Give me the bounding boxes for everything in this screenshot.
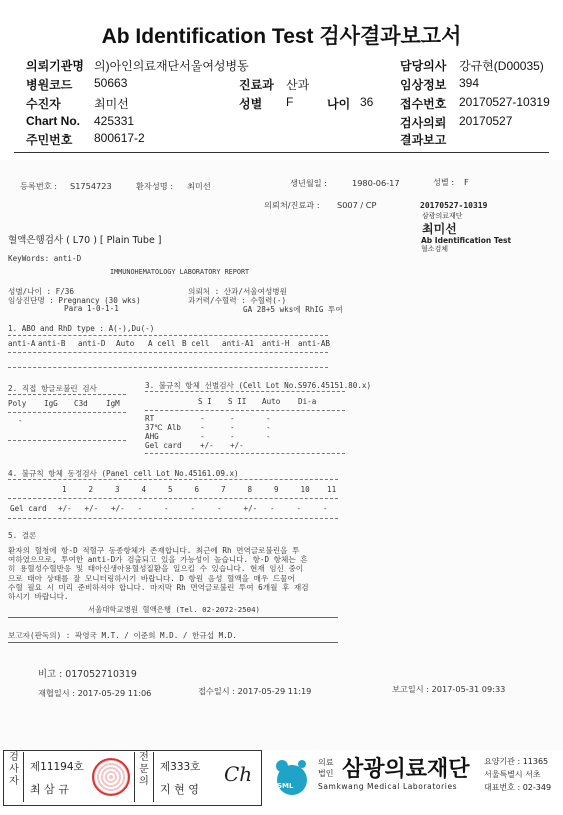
- header-divider: [14, 152, 549, 153]
- section3-row-name: RT: [145, 414, 155, 423]
- keywords: KeyWords: anti-D: [8, 254, 82, 263]
- receive-time: 접수일시 : 2017-05-29 11:19: [198, 686, 312, 696]
- section2-rule-bottom: [8, 440, 126, 441]
- header-doctor-value: 강규현(D00035): [459, 59, 544, 73]
- foundation-name: 삼광의료재단: [342, 757, 470, 782]
- section5-title: 5. 결론: [8, 531, 37, 540]
- section4-rule-mid: [8, 498, 338, 499]
- logo-sml: SML: [277, 782, 294, 790]
- section4-rule-top: [8, 479, 338, 480]
- section3-row-name: AHG: [145, 432, 159, 441]
- section3-title: 3. 불규칙 항체 선별검사 (Cell Lot No.S976.45151.80.x): [145, 381, 372, 390]
- section4-cell: -: [323, 504, 328, 513]
- header-clinical-label: 임상정보: [400, 78, 447, 92]
- section2-title: 2. 직접 항글로불린 검사: [8, 384, 97, 393]
- header-resident-label: 주민번호: [26, 133, 73, 147]
- header-chart-label: Chart No.: [26, 114, 80, 128]
- conclusion-line: 히 용혈성수혈반응 및 태아신생아용혈성질환을 일으킬 수 있습니다. 현재 임신 중이: [8, 564, 304, 574]
- specialist-signature: Ch: [224, 762, 253, 786]
- section3-col: Di-a: [298, 397, 317, 406]
- section4-cell: +/-: [243, 504, 258, 513]
- conclusion-line: 므로 태아 상태를 잘 모니터링하시기 바랍니다. D 항원 음성 혈액을 매우 드물어: [8, 573, 295, 583]
- section3-cell: -: [200, 432, 205, 441]
- section4-col: 8: [247, 485, 253, 494]
- reporter-rule-top: [8, 617, 338, 618]
- section1-rule-mid: [8, 352, 328, 353]
- section3-cell: +/-: [200, 441, 214, 450]
- section4-cell: +/-: [111, 504, 125, 513]
- section4-col: 6: [194, 485, 200, 494]
- exam-title: 혈액은행검사 ( L70 ) [ Plain Tube ]: [8, 235, 162, 246]
- foundation-kind: 의료법인: [318, 758, 334, 778]
- section2-value: -: [18, 416, 23, 425]
- section4-cell: -: [296, 504, 302, 513]
- section3-rule-bottom: [145, 453, 345, 454]
- header-code-label: 병원코드: [26, 78, 73, 92]
- section1-rule-top: [8, 335, 328, 336]
- section1-col: anti-B: [38, 339, 66, 348]
- report-title: Ab Identification Test 검사결과보고서: [101, 25, 462, 48]
- section3-row-name: Gel card: [145, 441, 182, 450]
- section1-col: anti-D: [78, 339, 106, 348]
- stamp-no: 20170527-10319: [420, 201, 488, 210]
- section4-cell: +/-: [58, 504, 72, 513]
- header-sex-label: 성별: [239, 97, 263, 111]
- dept-label: 의뢰처/진료과 :: [264, 200, 320, 210]
- clinical-dx: 임상진단명 : Pregnancy (30 wks): [8, 296, 141, 305]
- address: 서울특별시 서초: [484, 770, 541, 779]
- scanned-report: [0, 160, 563, 750]
- hospital-line: 서울대학교병원 혈액은행 (Tel. 02-2072-2504): [88, 605, 260, 614]
- conclusion-line: 하시기 바랍니다.: [8, 592, 69, 601]
- phone: 대표번호 : 02-349: [484, 783, 552, 792]
- conclusion-line: 수혈 필요 시 미리 준비하셔야 합니다. 마지막 Rh 면역글로불린 투여 6개월 후 재검: [8, 582, 309, 592]
- section3-rule-mid: [145, 410, 345, 411]
- section1-col: B cell: [182, 339, 210, 348]
- section2-col: IgM: [106, 399, 120, 408]
- header-dept-label: 진료과: [239, 78, 274, 92]
- section4-cell: +/-: [84, 504, 99, 513]
- dob: 1980-06-17: [352, 178, 400, 188]
- sex-label: 성별 :: [433, 177, 455, 187]
- header-resident-value: 800617-2: [94, 131, 145, 145]
- section3-col: Auto: [262, 397, 281, 406]
- header-clinical-value: 394: [459, 76, 480, 90]
- inspector-label: 검사자: [5, 752, 24, 802]
- section4-col: 7: [221, 485, 226, 494]
- section1-col: anti-H: [262, 339, 290, 348]
- inspector-no: 제11194호: [30, 761, 84, 773]
- specialist-no: 제333호: [160, 761, 201, 773]
- section1-col: A cell: [148, 339, 176, 348]
- header-sex-value: F: [286, 95, 294, 109]
- section1-col: Auto: [116, 339, 135, 348]
- section2-rule-mid: [8, 412, 126, 413]
- section4-col: 10: [300, 485, 310, 494]
- stamp-org: 삼광의료재단: [422, 212, 463, 220]
- stamp-extra: 혈소검체: [421, 245, 449, 253]
- section4-cell: -: [270, 504, 275, 513]
- reg-label: 등록번호 :: [20, 181, 57, 191]
- sex-age: 성별/나이 : F/36: [8, 287, 74, 296]
- header-dept-value: 산과: [286, 78, 310, 92]
- conclusion-line: 환자의 혈청에 항-D 적혈구 동종항체가 존재합니다. 최근에 Rh 면역글로불린을 투: [8, 546, 300, 555]
- header-agency-value: 의)아인의료재단서울여성병동: [94, 59, 249, 73]
- section2-col: IgG: [44, 399, 58, 408]
- section4-col: 11: [327, 485, 337, 494]
- section3-cell: -: [230, 432, 235, 441]
- section4-col: 4: [141, 485, 147, 494]
- section1-title: 1. ABO and RhD type : A(-),Du(-): [8, 324, 155, 333]
- dept: S007 / CP: [337, 200, 377, 210]
- header-receipt-value: 20170527-10319: [459, 95, 550, 109]
- header-receipt-label: 접수번호: [400, 97, 447, 111]
- history: 과거력/수혈력 : 수혈력(-): [188, 296, 287, 305]
- lab-report-heading: IMMUNOHEMATOLOGY LABORATORY REPORT: [110, 268, 250, 276]
- header-request-value: 20170527: [459, 114, 513, 128]
- rhig: GA 28+5 wks에 RhIG 투여: [243, 305, 343, 314]
- reporter-line: 보고자(판독의) : 곽영국 M.T. / 이준희 M.D. / 한규섭 M.D.: [8, 631, 237, 640]
- header-age-value: 36: [360, 95, 374, 109]
- section3-rule-top: [145, 391, 345, 392]
- bigo: 비고 : 017052710319: [38, 669, 137, 680]
- section3-cell: -: [230, 414, 235, 423]
- report-time: 보고일시 : 2017-05-31 09:33: [392, 684, 506, 694]
- section3-cell: -: [200, 414, 205, 423]
- ward: 의뢰처 : 산과/서울여성병원: [188, 287, 287, 296]
- section4-col: 9: [274, 485, 279, 494]
- header-report-label: 결과보고: [400, 133, 447, 147]
- section3-cell: -: [200, 423, 205, 432]
- section3-cell: -: [266, 432, 271, 441]
- header-code-value: 50663: [94, 76, 128, 90]
- section3-cell: +/-: [230, 441, 244, 450]
- section4-cell: -: [164, 504, 169, 513]
- section2-col: C3d: [74, 399, 88, 408]
- section4-rule-bottom: [8, 518, 338, 519]
- header-doctor-label: 담당의사: [400, 59, 447, 73]
- section3-cell: -: [230, 423, 235, 432]
- specialist-label: 전문의: [134, 752, 154, 802]
- section3-cell: -: [266, 414, 271, 423]
- sml-logo-icon: [272, 756, 312, 796]
- stamp-name: 최미선: [422, 222, 457, 236]
- section3-row-name: 37℃ Alb: [145, 423, 181, 432]
- section4-cell: -: [217, 504, 222, 513]
- conclusion-line: 여하였으므로, 투여한 anti-D가 검출되고 있을 가능성이 높습니다. 항-D 항체는 흔: [8, 555, 308, 565]
- section4-cell: -: [190, 504, 196, 513]
- stamp-test: Ab Identification Test: [421, 236, 512, 245]
- section4-col: 5: [168, 485, 173, 494]
- para: Para 1-0-1-1: [64, 304, 119, 313]
- header-patient-label: 수진자: [26, 97, 61, 111]
- reg-no: S1754723: [70, 181, 112, 191]
- header-chart-value: 425331: [94, 114, 135, 128]
- section4-rowname: Gel card: [10, 504, 47, 513]
- inspector-name: 최 삼 규: [30, 783, 69, 796]
- header-request-label: 검사의뢰: [400, 116, 447, 130]
- foundation-en: Samkwang Medical Laboratories: [318, 782, 458, 791]
- patient-name: 최미선: [187, 181, 211, 191]
- section4-col: 2: [88, 485, 94, 494]
- reporter-rule-bottom: [8, 642, 338, 643]
- header-age-label: 나이: [327, 97, 351, 111]
- section4-title: 4. 불규칙 항체 동정검사 (Panel cell Lot No.45161.09.x): [8, 469, 239, 478]
- section3-col: S II: [228, 397, 247, 406]
- dob-label: 생년월일 :: [290, 178, 327, 188]
- sex: F: [464, 177, 469, 187]
- inspector-seal: [92, 758, 130, 796]
- section1-col: anti-AB: [298, 339, 331, 348]
- section4-col: 1: [62, 485, 67, 494]
- section1-rule-bottom: [8, 367, 328, 368]
- section1-col: anti-A1: [222, 339, 255, 348]
- section1-col: anti-A: [8, 339, 36, 348]
- retest-time: 재협일시 : 2017-05-29 11:06: [38, 688, 152, 698]
- section3-col: S I: [198, 397, 212, 406]
- section4-col: 3: [115, 485, 120, 494]
- section3-cell: -: [266, 423, 271, 432]
- patient-label: 환자성명 :: [136, 181, 173, 191]
- header-agency-label: 의뢰기관명: [26, 59, 84, 73]
- section2-col: Poly: [8, 399, 27, 408]
- care-code: 요양기관 : 11365: [484, 757, 549, 766]
- section2-rule-top: [8, 394, 126, 395]
- header-patient-value: 최미선: [94, 97, 129, 111]
- specialist-name: 지 현 영: [160, 783, 199, 796]
- section4-cell: -: [137, 504, 143, 513]
